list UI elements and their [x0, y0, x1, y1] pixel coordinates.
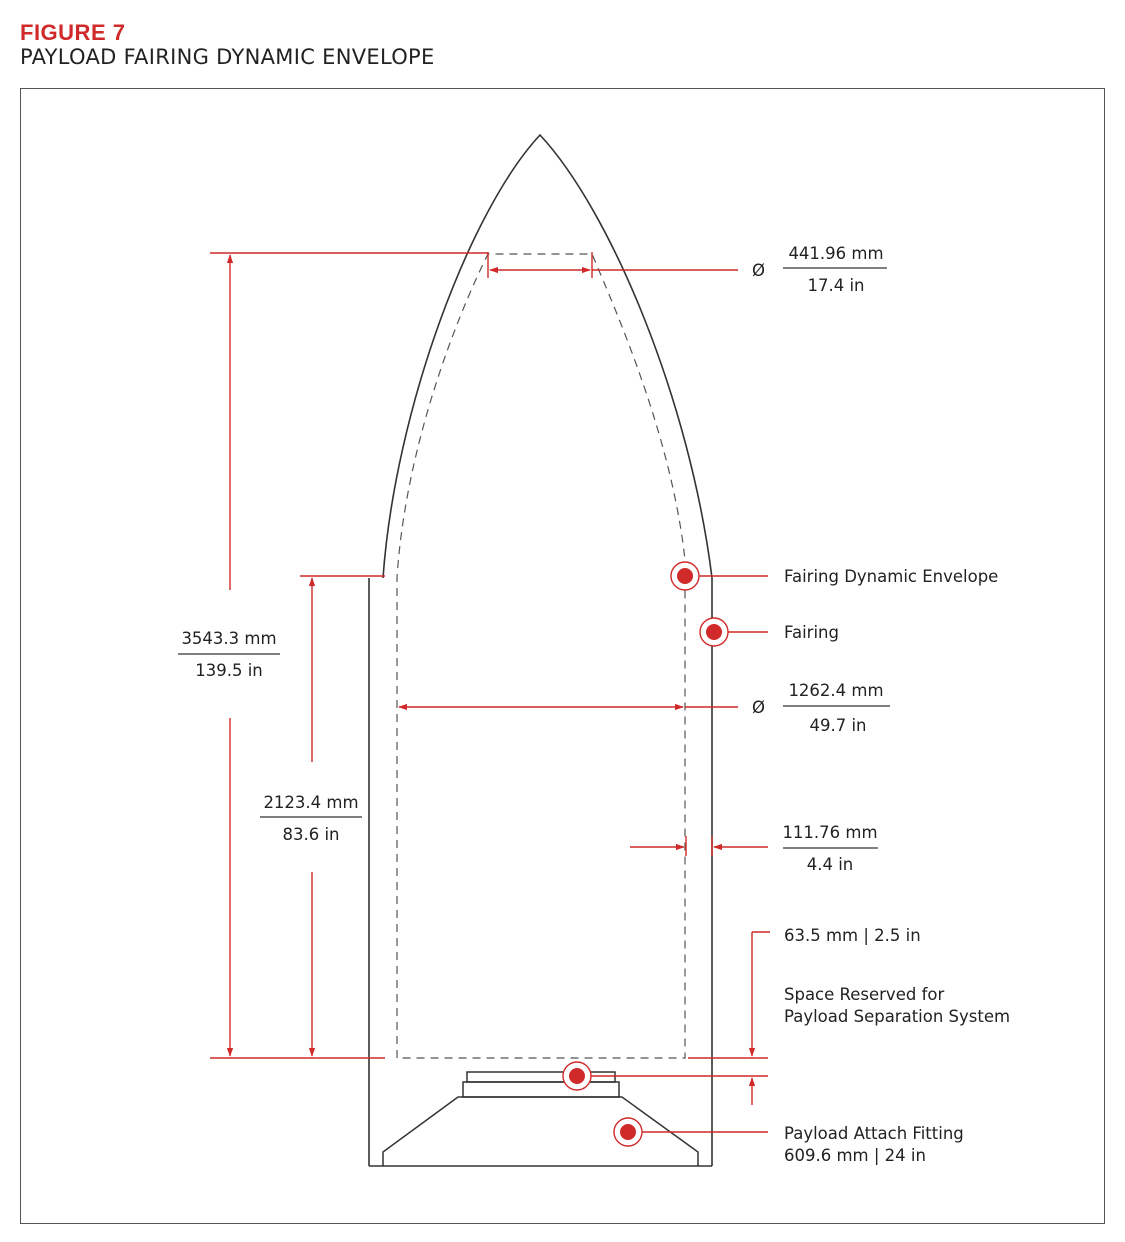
cylinder-height-mm: 2123.4 mm — [263, 793, 359, 812]
separation-ring-upper — [467, 1072, 615, 1082]
total-height-mm: 3543.3 mm — [181, 629, 277, 648]
clearance-mm: 111.76 mm — [782, 823, 878, 842]
fairing-shoulder-left — [369, 542, 383, 578]
separation-callout-dot — [569, 1068, 585, 1084]
attach-callout-label-line1: Payload Attach Fitting — [784, 1124, 964, 1143]
top-diameter-in: 17.4 in — [807, 276, 865, 295]
fairing-callout-dot — [706, 624, 722, 640]
separation-label-line1: Space Reserved for — [784, 985, 945, 1004]
envelope-callout-dot — [677, 568, 693, 584]
envelope-callout-label: Fairing Dynamic Envelope — [784, 567, 999, 586]
top-diameter-symbol: Ø — [752, 261, 765, 280]
attach-callout-label-line2: 609.6 mm | 24 in — [784, 1146, 926, 1165]
main-diameter-in: 49.7 in — [809, 716, 867, 735]
dynamic-envelope — [397, 254, 685, 1058]
separation-ring-lower — [463, 1082, 619, 1097]
main-diameter-symbol: Ø — [752, 698, 765, 717]
attach-callout-dot — [620, 1124, 636, 1140]
clearance-in: 4.4 in — [806, 855, 854, 874]
fairing-outline — [383, 135, 712, 578]
separation-label-line2: Payload Separation System — [784, 1007, 1011, 1026]
fairing-callout-label: Fairing — [784, 623, 839, 642]
figure-number: FIGURE 7 — [20, 20, 126, 45]
cylinder-height-in: 83.6 in — [282, 825, 340, 844]
main-diameter-mm: 1262.4 mm — [788, 681, 884, 700]
separation-space-value: 63.5 mm | 2.5 in — [784, 926, 921, 945]
top-diameter-mm: 441.96 mm — [788, 244, 884, 263]
figure-title: PAYLOAD FAIRING DYNAMIC ENVELOPE — [20, 45, 435, 69]
total-height-in: 139.5 in — [195, 661, 263, 680]
